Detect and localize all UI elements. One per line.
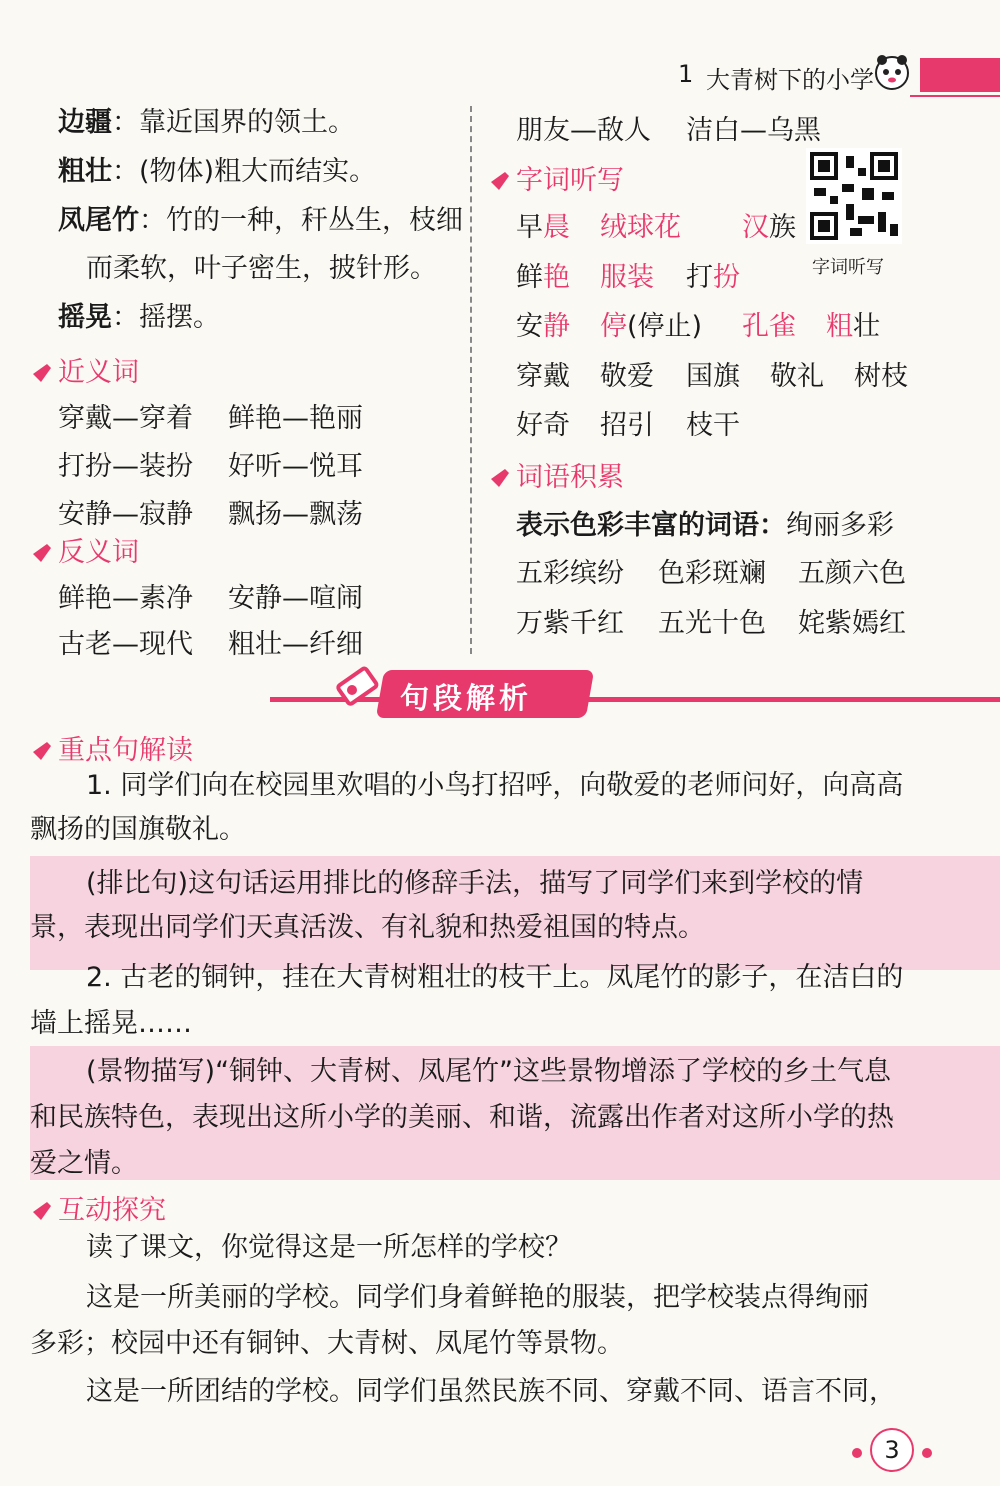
- dictation-word: 敬爱: [600, 361, 654, 392]
- pencil-badge-icon: [330, 656, 388, 714]
- accumulate-heading: 词语积累: [488, 455, 624, 494]
- antonyms-heading: 反义词: [30, 530, 139, 569]
- dictation-word: 好奇: [516, 410, 570, 441]
- sentence-1-line: 1. 同学们向在校园里欢唱的小鸟打招呼，向敬爱的老师问好，向高高: [86, 770, 904, 801]
- dictation-word: 国旗: [686, 361, 740, 392]
- accumulate-word: 万紫千红: [516, 608, 624, 639]
- accumulate-word: 姹紫嫣红: [798, 608, 906, 639]
- dictation-heading: 字词听写: [488, 158, 624, 197]
- synonym-pair: 飘扬—飘荡: [228, 499, 363, 530]
- page-number: 3: [870, 1428, 914, 1472]
- note-2-line: (景物描写)“铜钟、大青树、凤尾竹”这些景物增添了学校的乡土气息: [86, 1056, 892, 1087]
- mascot-icon: [872, 52, 912, 92]
- explore-question: 读了课文，你觉得这是一所怎样的学校？: [86, 1232, 572, 1263]
- synonym-pair: 好听—悦耳: [228, 451, 363, 482]
- dictation-word: 停(停止): [600, 311, 703, 342]
- header-rule: [910, 95, 1000, 97]
- pencil-icon: [30, 541, 52, 563]
- dictation-word: 安静: [516, 311, 570, 342]
- explore-answer-line: 这是一所美丽的学校。同学们身着鲜艳的服装，把学校装点得绚丽: [86, 1282, 869, 1313]
- note-2-line: 爱之情。: [30, 1148, 138, 1179]
- dictation-word: 早晨: [516, 212, 570, 243]
- synonym-pair: 安静—寂静: [58, 499, 193, 530]
- pencil-icon: [488, 169, 510, 191]
- page-dot: [922, 1448, 932, 1458]
- pencil-icon: [30, 739, 52, 761]
- antonym-pair: 古老—现代: [58, 629, 193, 660]
- accumulate-word: 色彩斑斓: [658, 558, 766, 589]
- explore-answer-line: 这是一所团结的学校。同学们虽然民族不同、穿戴不同、语言不同，: [86, 1376, 896, 1407]
- antonym-pair: 洁白—乌黑: [686, 115, 821, 146]
- qr-label: 字词听写: [812, 257, 884, 278]
- accumulate-word: 五颜六色: [798, 558, 906, 589]
- lesson-title: 大青树下的小学: [706, 66, 874, 94]
- sentence-2-line: 墙上摇晃……: [30, 1008, 192, 1039]
- dictation-word: 鲜艳: [516, 262, 570, 293]
- dictation-word: 树枝: [854, 361, 908, 392]
- dictation-word: 招引: [600, 410, 654, 441]
- synonym-pair: 鲜艳—艳丽: [228, 403, 363, 434]
- accumulate-lead: 表示色彩丰富的词语：绚丽多彩: [516, 510, 894, 541]
- dictation-word: 枝干: [686, 410, 740, 441]
- accumulate-word: 五光十色: [658, 608, 766, 639]
- dictation-word: 敬礼: [770, 361, 824, 392]
- note-1-line: 景，表现出同学们天真活泼、有礼貌和热爱祖国的特点。: [30, 912, 705, 943]
- pencil-icon: [488, 466, 510, 488]
- key-sentence-heading: 重点句解读: [30, 728, 193, 767]
- definition-item: 凤尾竹：竹的一种，秆丛生，枝细: [58, 205, 463, 236]
- synonym-pair: 穿戴—穿着: [58, 403, 193, 434]
- pencil-icon: [30, 361, 52, 383]
- dictation-word: 穿戴: [516, 361, 570, 392]
- sentence-2-line: 2. 古老的铜钟，挂在大青树粗壮的枝干上。凤尾竹的影子，在洁白的: [86, 962, 904, 993]
- antonym-pair: 朋友—敌人: [516, 115, 651, 146]
- explore-answer-line: 多彩；校园中还有铜钟、大青树、凤尾竹等景物。: [30, 1328, 624, 1359]
- dictation-word: 孔雀: [742, 311, 796, 342]
- sentence-1-line: 飘扬的国旗敬礼。: [30, 814, 246, 845]
- dictation-word: 打扮: [686, 262, 740, 293]
- accumulate-word: 五彩缤纷: [516, 558, 624, 589]
- note-2-line: 和民族特色，表现出这所小学的美丽、和谐，流露出作者对这所小学的热: [30, 1102, 894, 1133]
- section-banner-title: 句段解析: [400, 681, 533, 715]
- synonyms-heading: 近义词: [30, 350, 139, 389]
- definition-continuation: 而柔软，叶子密生，披针形。: [86, 253, 437, 284]
- antonym-pair: 鲜艳—素净: [58, 583, 193, 614]
- definition-item: 粗壮：(物体)粗大而结实。: [58, 156, 377, 187]
- antonym-pair: 安静—喧闹: [228, 583, 363, 614]
- column-divider: [470, 106, 472, 654]
- synonym-pair: 打扮—装扮: [58, 451, 193, 482]
- note-1-line: (排比句)这句话运用排比的修辞手法，描写了同学们来到学校的情: [86, 868, 864, 899]
- antonym-pair: 粗壮—纤细: [228, 629, 363, 660]
- definition-item: 摇晃：摇摆。: [58, 302, 220, 333]
- header-accent-bar: [920, 58, 1000, 92]
- dictation-word: 绒球花: [600, 212, 681, 243]
- pencil-icon: [30, 1199, 52, 1221]
- explore-heading: 互动探究: [30, 1188, 166, 1227]
- dictation-word: 服装: [600, 262, 654, 293]
- lesson-number: 1: [678, 60, 694, 88]
- dictation-word: 汉族: [742, 212, 796, 243]
- definition-item: 边疆：靠近国界的领土。: [58, 107, 355, 138]
- dictation-word: 粗壮: [826, 311, 880, 342]
- qr-code[interactable]: [806, 148, 902, 244]
- page-dot: [852, 1448, 862, 1458]
